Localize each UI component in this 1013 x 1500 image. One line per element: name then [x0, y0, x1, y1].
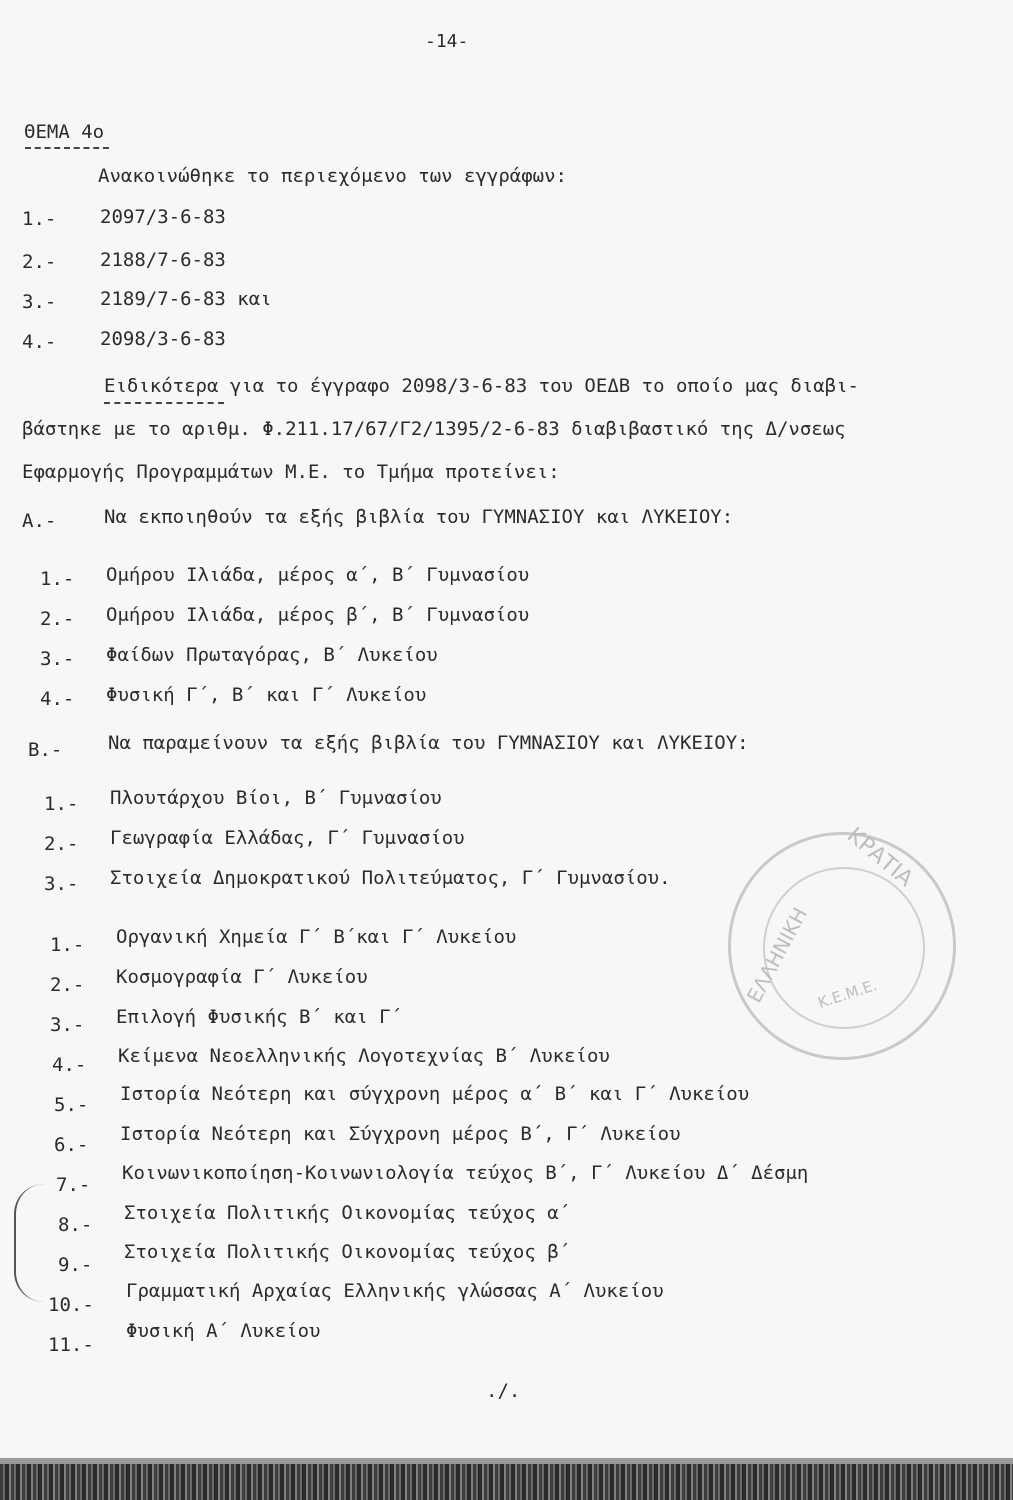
item-text: 2098/3-6-83 — [100, 328, 226, 350]
section-title: Να παραμείνουν τα εξής βιβλία του ΓΥΜΝΑΣΙΟΥ και ΛΥΚΕΙΟΥ: — [108, 732, 749, 754]
item-number: 4.- — [52, 1054, 87, 1076]
item-number: 7.- — [56, 1174, 91, 1196]
item-text: Οργανική Χημεία Γ΄ Β΄και Γ΄ Λυκείου — [116, 926, 517, 948]
item-number: 3.- — [44, 873, 79, 895]
emphasis-underline — [104, 402, 224, 404]
item-text: Ομήρου Ιλιάδα, μέρος α΄, Β΄ Γυμνασίου — [106, 564, 530, 586]
item-text: Κοσμογραφία Γ΄ Λυκείου — [116, 966, 368, 988]
item-text: Πλουτάρχου Βίοι, Β΄ Γυμνασίου — [110, 787, 442, 809]
item-text: Στοιχεία Πολιτικής Οικονομίας τεύχος β΄ — [124, 1241, 571, 1263]
item-text: Στοιχεία Δημοκρατικού Πολιτεύματος, Γ΄ Γυμνασίου. — [110, 867, 671, 889]
item-number: 2.- — [22, 251, 57, 273]
item-number: 5.- — [54, 1094, 89, 1116]
item-number: 1.- — [50, 934, 85, 956]
item-number: 4.- — [22, 331, 57, 353]
item-text: Φυσική Α΄ Λυκείου — [126, 1320, 321, 1342]
item-text: Κοινωνικοποίηση-Κοινωνιολογία τεύχος Β΄, Γ΄ Λυκείου Δ΄ Δέσμη — [122, 1162, 809, 1184]
section-title: Να εκποιηθούν τα εξής βιβλία του ΓΥΜΝΑΣΙΟΥ και ΛΥΚΕΙΟΥ: — [104, 506, 734, 528]
heading-underline — [25, 147, 109, 149]
item-number: 6.- — [54, 1134, 89, 1156]
item-number: 11.- — [48, 1334, 94, 1356]
item-number: 2.- — [44, 833, 79, 855]
item-text: Κείμενα Νεοελληνικής Λογοτεχνίας Β΄ Λυκείου — [118, 1045, 610, 1067]
stamp-text-bottom: Κ.Ε.Μ.Ε. — [815, 976, 880, 1012]
item-text: Ιστορία Νεότερη και Σύγχρονη μέρος Β΄, Γ΄ Λυκείου — [120, 1123, 681, 1145]
item-number: 3.- — [22, 291, 57, 313]
item-text: 2097/3-6-83 — [100, 206, 226, 228]
item-number: 1.- — [44, 793, 79, 815]
item-text: 2189/7-6-83 και — [100, 288, 272, 310]
item-text: Ιστορία Νεότερη και σύγχρονη μέρος α΄ Β΄ και Γ΄ Λυκείου — [120, 1083, 750, 1105]
continuation-mark: ./. — [486, 1380, 521, 1402]
paragraph-line: Ειδικότερα για το έγγραφο 2098/3-6-83 του ΟΕΔΒ το οποίο μας διαβι- — [104, 375, 859, 397]
item-number: 4.- — [40, 688, 75, 710]
margin-bracket — [14, 1184, 44, 1302]
item-number: 2.- — [50, 974, 85, 996]
item-text: Επιλογή Φυσικής Β΄ και Γ΄ — [116, 1006, 402, 1028]
official-stamp — [728, 822, 956, 1060]
item-number: 1.- — [40, 568, 75, 590]
stamp-text-top: ΚΡΑΤΙΑ — [842, 822, 918, 893]
item-text: Φαίδων Πρωταγόρας, Β΄ Λυκείου — [106, 644, 438, 666]
item-text: 2188/7-6-83 — [100, 249, 226, 271]
item-number: 9.- — [58, 1254, 93, 1276]
item-text: Ομήρου Ιλιάδα, μέρος β΄, Β΄ Γυμνασίου — [106, 604, 530, 626]
scan-edge-band — [0, 1458, 1013, 1500]
item-text: Φυσική Γ΄, Β΄ και Γ΄ Λυκείου — [106, 684, 427, 706]
item-number: 3.- — [40, 648, 75, 670]
item-number: 8.- — [58, 1214, 93, 1236]
paragraph-line: βάστηκε με το αριθμ. Φ.211.17/67/Γ2/1395/2-6-83 διαβιβαστικό της Δ/νσεως — [22, 418, 846, 440]
section-heading: ΘΕΜΑ 4ο — [24, 121, 105, 143]
item-number: 3.- — [50, 1014, 85, 1036]
item-number: 10.- — [48, 1294, 94, 1316]
paragraph-line: Εφαρμογής Προγραμμάτων Μ.Ε. το Τμήμα προτείνει: — [22, 461, 560, 483]
intro-line: Ανακοινώθηκε το περιεχόμενο των εγγράφων: — [98, 165, 567, 187]
item-text: Γεωγραφία Ελλάδας, Γ΄ Γυμνασίου — [110, 827, 465, 849]
item-number: 1.- — [22, 208, 57, 230]
stamp-text-left: ΕΛΛΗΝΙΚΗ — [742, 903, 813, 1007]
section-label: Β.- — [28, 739, 63, 761]
section-label: Α.- — [22, 510, 57, 532]
page-number: -14- — [425, 31, 469, 52]
item-text: Γραμματική Αρχαίας Ελληνικής γλώσσας Α΄ Λυκείου — [126, 1280, 664, 1302]
item-text: Στοιχεία Πολιτικής Οικονομίας τεύχος α΄ — [124, 1202, 571, 1224]
item-number: 2.- — [40, 608, 75, 630]
